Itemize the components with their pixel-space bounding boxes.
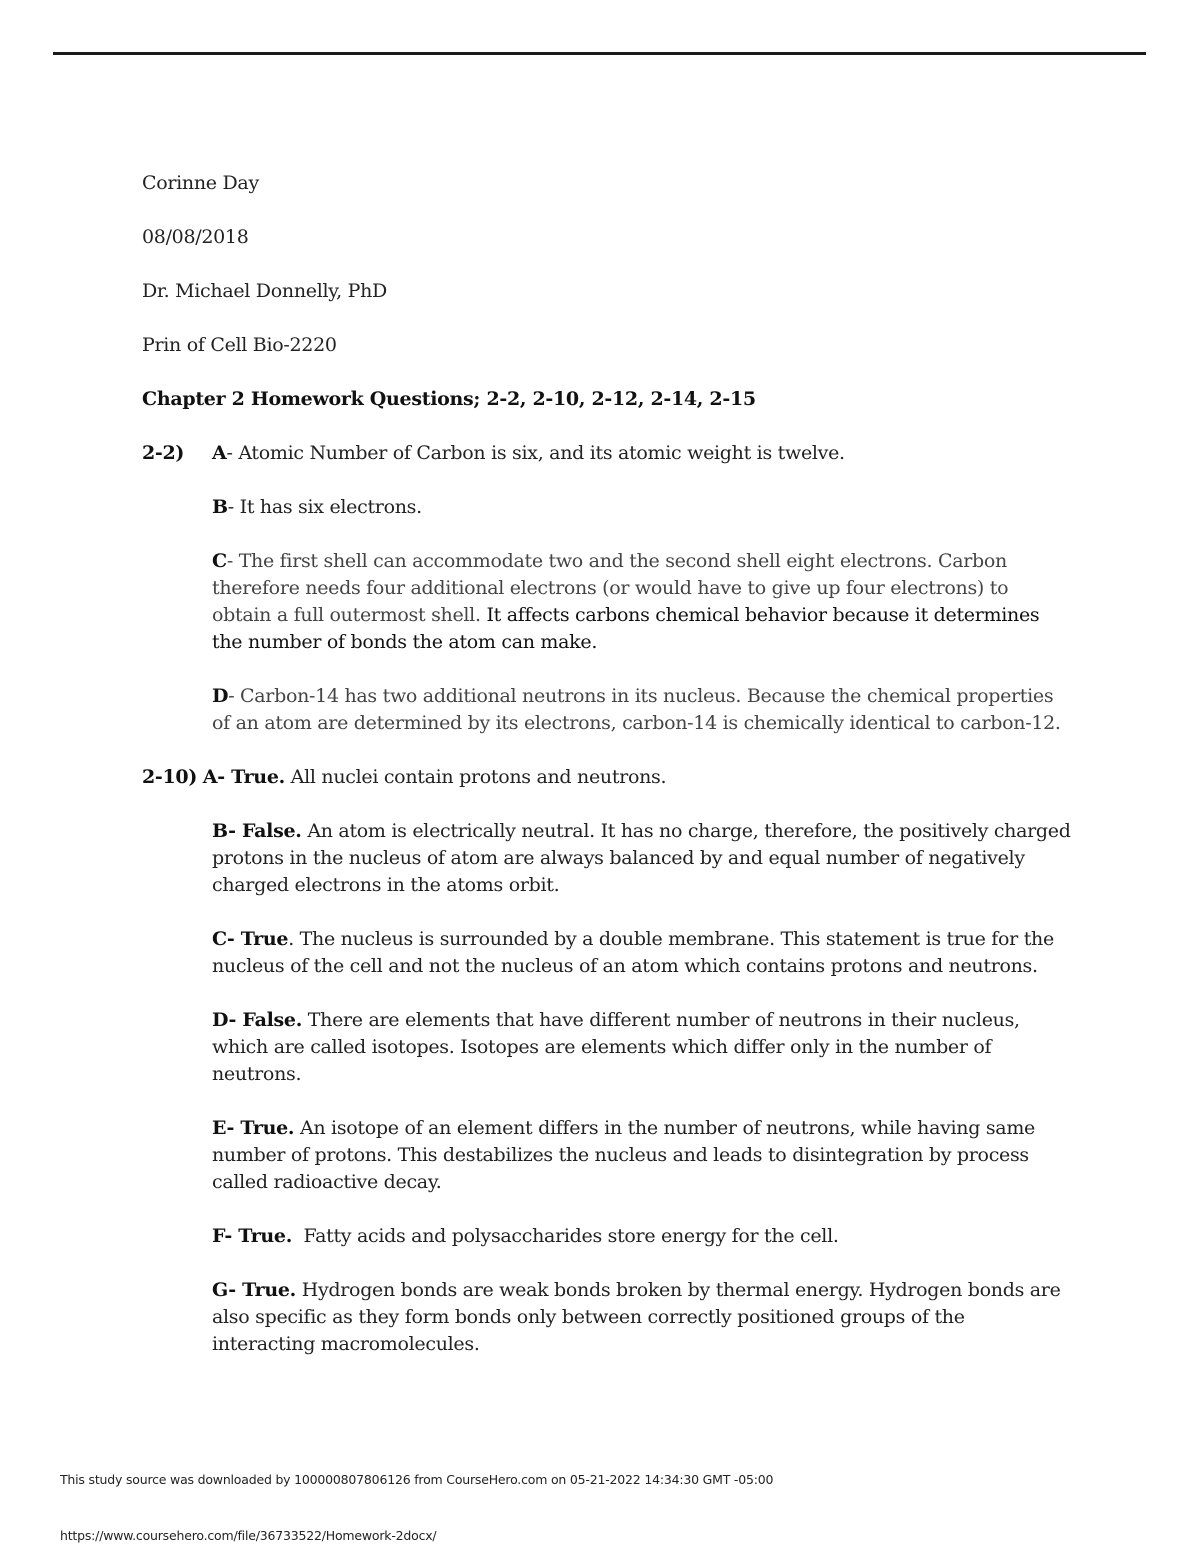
answer-text: An atom is electrically neutral. It has no charge, therefore, the positively charged protons in the nucleus of atom are always balanced by and equal number of negatively charged electrons in the atoms orbit. [212, 820, 1071, 896]
answer-f [212, 1223, 1072, 1250]
answer-d [212, 683, 1072, 737]
document-title: Chapter 2 Homework Questions; 2-2, 2-10, 2-12, 2-14, 2-15 [142, 388, 756, 410]
answer-g [212, 1277, 1072, 1358]
answer-text: Hydrogen bonds are weak bonds broken by thermal energy. Hydrogen bonds are also specific as they form bonds only between correctly positioned groups of the interacting macromolecules. [212, 1279, 1061, 1355]
answer-a [142, 764, 1072, 791]
source-url[interactable]: https://www.coursehero.com/file/36733522/Homework-2docx/ [60, 1528, 437, 1543]
course: Prin of Cell Bio-2220 [142, 334, 337, 356]
download-notice: This study source was downloaded by 100000807806126 from CourseHero.com on 05-21-2022 14:34:30 GMT -05:00 [60, 1472, 774, 1487]
answer-text: - Carbon-14 has two additional neutrons in its nucleus. Because the chemical properties of an atom are determined by its electrons, carbon-14 is chemically identical to carbon-12. [212, 685, 1061, 734]
answer-a [212, 440, 1072, 467]
answer-label: D- False. [212, 1009, 303, 1031]
answer-text-continued: It affects carbons chemical behavior because it determines the number of bonds the atom can make. [212, 604, 1040, 653]
answer-label: B [212, 496, 228, 518]
question-2-2 [142, 440, 1072, 737]
answer-c [212, 926, 1072, 980]
answer-label: G- True. [212, 1279, 296, 1301]
answer-label: E- True. [212, 1117, 295, 1139]
answer-e [212, 1115, 1072, 1196]
answer-text: Fatty acids and polysaccharides store energy for the cell. [292, 1225, 839, 1247]
answer-label: C- True [212, 928, 289, 950]
answer-label: A- True. [202, 766, 285, 788]
answer-text: . The nucleus is surrounded by a double membrane. This statement is true for the nucleus of the cell and not the nucleus of an atom which contains protons and neutrons. [212, 928, 1054, 977]
answer-text: An isotope of an element differs in the number of neutrons, while having same number of protons. This destabilizes the nucleus and leads to disintegration by process called radioactive decay. [212, 1117, 1035, 1193]
answer-text: - The first shell can accommodate two and the second shell eight electrons. Carbon therefore needs four additional electrons (or would have to give up four electrons) to obtain a full outermost shell. [212, 550, 1009, 626]
answer-label: B- False. [212, 820, 302, 842]
question-number: 2-2) [142, 442, 185, 464]
answer-label: F- True. [212, 1225, 293, 1247]
answer-label: A [212, 442, 227, 464]
answer-text: There are elements that have different number of neutrons in their nucleus, which are called isotopes. Isotopes are elements which differ only in the number of neutrons. [212, 1009, 1020, 1085]
answer-c [212, 548, 1072, 656]
question-number: 2-10) [142, 766, 198, 788]
answer-label: C [212, 550, 227, 572]
question-2-10 [142, 764, 1072, 1358]
document-body [142, 170, 1072, 1385]
answer-b [212, 494, 1072, 521]
answer-d [212, 1007, 1072, 1088]
student-name: Corinne Day [142, 172, 259, 194]
answer-b [212, 818, 1072, 899]
answer-text: - Atomic Number of Carbon is six, and its atomic weight is twelve. [226, 442, 845, 464]
answer-text: All nuclei contain protons and neutrons. [284, 766, 667, 788]
top-rule [53, 52, 1146, 55]
answer-text: - It has six electrons. [227, 496, 422, 518]
answer-label: D [212, 685, 229, 707]
date: 08/08/2018 [142, 226, 249, 248]
instructor: Dr. Michael Donnelly, PhD [142, 280, 387, 302]
